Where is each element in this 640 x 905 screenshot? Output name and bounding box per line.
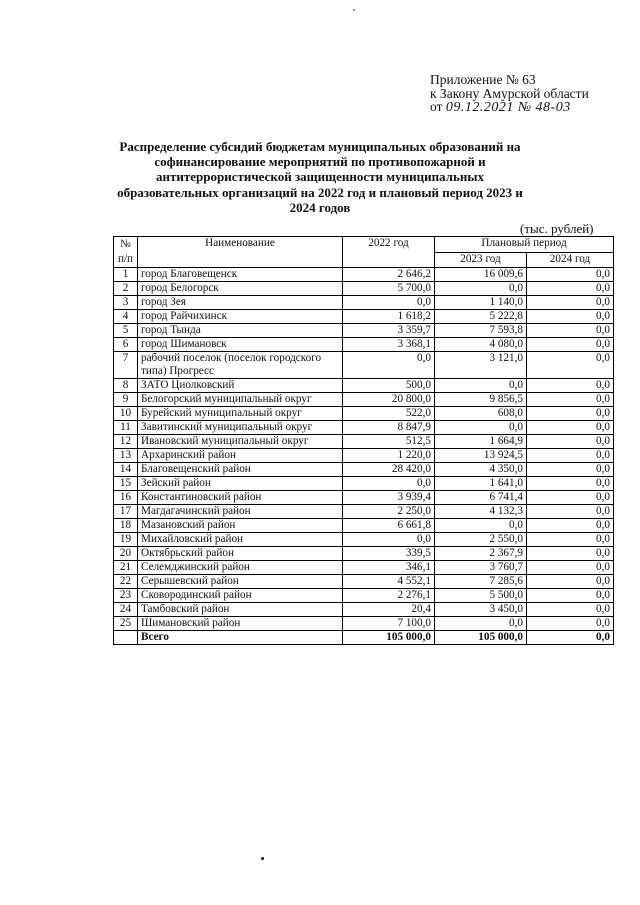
row-value-2023: 1 140,0 <box>435 296 527 310</box>
row-value-2023: 13 924,5 <box>435 449 527 463</box>
row-name: город Зея <box>138 296 343 310</box>
row-value-2024: 0,0 <box>527 463 614 477</box>
row-number: 25 <box>114 617 138 631</box>
total-2024: 0,0 <box>527 631 614 645</box>
row-value-2024: 0,0 <box>527 575 614 589</box>
row-number: 18 <box>114 519 138 533</box>
row-value-2022: 2 276,1 <box>343 589 435 603</box>
row-number: 17 <box>114 505 138 519</box>
row-value-2024: 0,0 <box>527 310 614 324</box>
table-row <box>114 324 614 338</box>
row-value-2024: 0,0 <box>527 268 614 282</box>
row-number: 10 <box>114 407 138 421</box>
row-number: 7 <box>114 352 138 379</box>
row-value-2024: 0,0 <box>527 338 614 352</box>
row-value-2022: 8 847,9 <box>343 421 435 435</box>
row-number: 20 <box>114 547 138 561</box>
total-row <box>114 631 614 645</box>
row-number: 19 <box>114 533 138 547</box>
header-num: № п/п <box>114 237 138 268</box>
header-planned-period: Плановый период <box>435 237 614 253</box>
table-row <box>114 491 614 505</box>
row-number: 13 <box>114 449 138 463</box>
row-number: 15 <box>114 477 138 491</box>
row-value-2023: 5 222,8 <box>435 310 527 324</box>
row-value-2022: 7 100,0 <box>343 617 435 631</box>
table-row <box>114 519 614 533</box>
row-number: 3 <box>114 296 138 310</box>
annex-header <box>430 73 589 115</box>
row-value-2024: 0,0 <box>527 282 614 296</box>
row-value-2022: 3 939,4 <box>343 491 435 505</box>
row-value-2023: 0,0 <box>435 421 527 435</box>
row-name: город Тында <box>138 324 343 338</box>
row-value-2023: 4 132,3 <box>435 505 527 519</box>
row-name: Шимановский район <box>138 617 343 631</box>
row-name: Зейский район <box>138 477 343 491</box>
row-name: Ивановский муниципальный округ <box>138 435 343 449</box>
row-number: 14 <box>114 463 138 477</box>
row-value-2023: 0,0 <box>435 617 527 631</box>
row-value-2023: 1 664,9 <box>435 435 527 449</box>
table-body <box>114 268 614 645</box>
table-row <box>114 477 614 491</box>
row-name: город Белогорск <box>138 282 343 296</box>
row-number: 4 <box>114 310 138 324</box>
header-2023: 2023 год <box>435 252 527 268</box>
row-value-2024: 0,0 <box>527 561 614 575</box>
annex-number: Приложение № 63 <box>430 72 536 87</box>
row-value-2024: 0,0 <box>527 547 614 561</box>
row-value-2023: 4 080,0 <box>435 338 527 352</box>
row-value-2022: 512,5 <box>343 435 435 449</box>
row-value-2024: 0,0 <box>527 407 614 421</box>
table-row <box>114 296 614 310</box>
row-number: 12 <box>114 435 138 449</box>
table-row <box>114 379 614 393</box>
row-value-2024: 0,0 <box>527 533 614 547</box>
row-value-2023: 3 760,7 <box>435 561 527 575</box>
row-value-2024: 0,0 <box>527 477 614 491</box>
row-value-2022: 1 220,0 <box>343 449 435 463</box>
row-number: 2 <box>114 282 138 296</box>
scan-speck-top <box>353 9 355 11</box>
row-number: 1 <box>114 268 138 282</box>
row-value-2023: 608,0 <box>435 407 527 421</box>
row-value-2024: 0,0 <box>527 393 614 407</box>
table-row <box>114 505 614 519</box>
row-value-2023: 3 121,0 <box>435 352 527 379</box>
row-name: Тамбовский район <box>138 603 343 617</box>
row-value-2024: 0,0 <box>527 617 614 631</box>
table-row <box>114 421 614 435</box>
row-value-2022: 0,0 <box>343 477 435 491</box>
row-value-2022: 2 250,0 <box>343 505 435 519</box>
total-label: Всего <box>138 631 343 645</box>
row-number: 9 <box>114 393 138 407</box>
row-value-2023: 4 350,0 <box>435 463 527 477</box>
table-row <box>114 561 614 575</box>
row-number: 16 <box>114 491 138 505</box>
table-row <box>114 310 614 324</box>
row-value-2022: 0,0 <box>343 296 435 310</box>
row-number: 22 <box>114 575 138 589</box>
row-value-2022: 1 618,2 <box>343 310 435 324</box>
row-value-2024: 0,0 <box>527 603 614 617</box>
row-value-2024: 0,0 <box>527 421 614 435</box>
table-row <box>114 435 614 449</box>
row-name: Октябрьский район <box>138 547 343 561</box>
table-row <box>114 547 614 561</box>
row-value-2023: 2 367,9 <box>435 547 527 561</box>
row-value-2022: 3 359,7 <box>343 324 435 338</box>
row-value-2023: 5 500,0 <box>435 589 527 603</box>
row-name: Константиновский район <box>138 491 343 505</box>
row-value-2022: 5 700,0 <box>343 282 435 296</box>
table-row <box>114 603 614 617</box>
row-name: Магдагачинский район <box>138 505 343 519</box>
table-row <box>114 338 614 352</box>
row-name: ЗАТО Циолковский <box>138 379 343 393</box>
row-value-2023: 3 450,0 <box>435 603 527 617</box>
row-value-2024: 0,0 <box>527 519 614 533</box>
row-name: город Райчихинск <box>138 310 343 324</box>
row-number: 5 <box>114 324 138 338</box>
table-row <box>114 589 614 603</box>
row-value-2024: 0,0 <box>527 505 614 519</box>
row-name: Сковородинский район <box>138 589 343 603</box>
row-name: город Благовещенск <box>138 268 343 282</box>
row-name: город Шимановск <box>138 338 343 352</box>
header-2024: 2024 год <box>527 252 614 268</box>
row-value-2024: 0,0 <box>527 491 614 505</box>
total-num-empty <box>114 631 138 645</box>
row-value-2023: 9 856,5 <box>435 393 527 407</box>
row-value-2023: 2 550,0 <box>435 533 527 547</box>
row-value-2022: 3 368,1 <box>343 338 435 352</box>
row-value-2022: 500,0 <box>343 379 435 393</box>
row-value-2023: 1 641,0 <box>435 477 527 491</box>
table-row <box>114 449 614 463</box>
annex-date-line <box>430 100 589 115</box>
row-value-2022: 6 661,8 <box>343 519 435 533</box>
table-row <box>114 533 614 547</box>
table-row <box>114 407 614 421</box>
row-name: рабочий поселок (поселок городского типа) Прогресс <box>138 352 343 379</box>
row-number: 8 <box>114 379 138 393</box>
table-row <box>114 617 614 631</box>
row-value-2023: 16 009,6 <box>435 268 527 282</box>
row-value-2023: 7 285,6 <box>435 575 527 589</box>
table-row <box>114 352 614 379</box>
row-value-2024: 0,0 <box>527 435 614 449</box>
row-value-2024: 0,0 <box>527 589 614 603</box>
row-name: Михайловский район <box>138 533 343 547</box>
row-name: Бурейский муниципальный округ <box>138 407 343 421</box>
row-value-2024: 0,0 <box>527 449 614 463</box>
subsidy-table <box>113 236 614 645</box>
row-value-2022: 28 420,0 <box>343 463 435 477</box>
table-row <box>114 268 614 282</box>
row-value-2024: 0,0 <box>527 379 614 393</box>
row-name: Благовещенский район <box>138 463 343 477</box>
row-name: Завитинский муниципальный округ <box>138 421 343 435</box>
row-value-2022: 20 800,0 <box>343 393 435 407</box>
table-row <box>114 575 614 589</box>
row-value-2022: 0,0 <box>343 533 435 547</box>
table-row <box>114 282 614 296</box>
row-value-2022: 4 552,1 <box>343 575 435 589</box>
header-name: Наименование <box>138 237 343 268</box>
row-name: Архаринский район <box>138 449 343 463</box>
row-value-2023: 7 593,8 <box>435 324 527 338</box>
total-2022: 105 000,0 <box>343 631 435 645</box>
total-2023: 105 000,0 <box>435 631 527 645</box>
row-value-2022: 0,0 <box>343 352 435 379</box>
annex-date-prefix: от <box>430 99 443 114</box>
row-value-2022: 346,1 <box>343 561 435 575</box>
annex-law-reference: к Закону Амурской области <box>430 85 589 101</box>
row-value-2023: 0,0 <box>435 519 527 533</box>
row-name: Мазановский район <box>138 519 343 533</box>
row-number: 21 <box>114 561 138 575</box>
row-value-2024: 0,0 <box>527 324 614 338</box>
table-row <box>114 393 614 407</box>
row-value-2023: 6 741,4 <box>435 491 527 505</box>
row-name: Серышевский район <box>138 575 343 589</box>
row-value-2022: 339,5 <box>343 547 435 561</box>
row-value-2023: 0,0 <box>435 282 527 296</box>
row-name: Селемджинский район <box>138 561 343 575</box>
row-value-2022: 2 646,2 <box>343 268 435 282</box>
row-value-2022: 20,4 <box>343 603 435 617</box>
table-row <box>114 463 614 477</box>
document-title: Распределение субсидий бюджетам муниципальных образований на софинансирование мероприятий по противопожарной и антитеррористической защищенности муниципальных образовательных организаций на 2022 год и плановый период 2023 и 2024 годов <box>117 139 523 215</box>
header-2022: 2022 год <box>343 237 435 268</box>
row-name: Белогорский муниципальный округ <box>138 393 343 407</box>
row-value-2024: 0,0 <box>527 296 614 310</box>
row-value-2023: 0,0 <box>435 379 527 393</box>
row-value-2022: 522,0 <box>343 407 435 421</box>
row-number: 6 <box>114 338 138 352</box>
row-number: 24 <box>114 603 138 617</box>
scan-speck-bottom <box>261 857 264 860</box>
row-number: 23 <box>114 589 138 603</box>
units-label: (тыс. рублей) <box>520 221 594 236</box>
handwritten-date-number: 09.12.2021 № 48-03 <box>445 100 571 115</box>
row-number: 11 <box>114 421 138 435</box>
row-value-2024: 0,0 <box>527 352 614 379</box>
